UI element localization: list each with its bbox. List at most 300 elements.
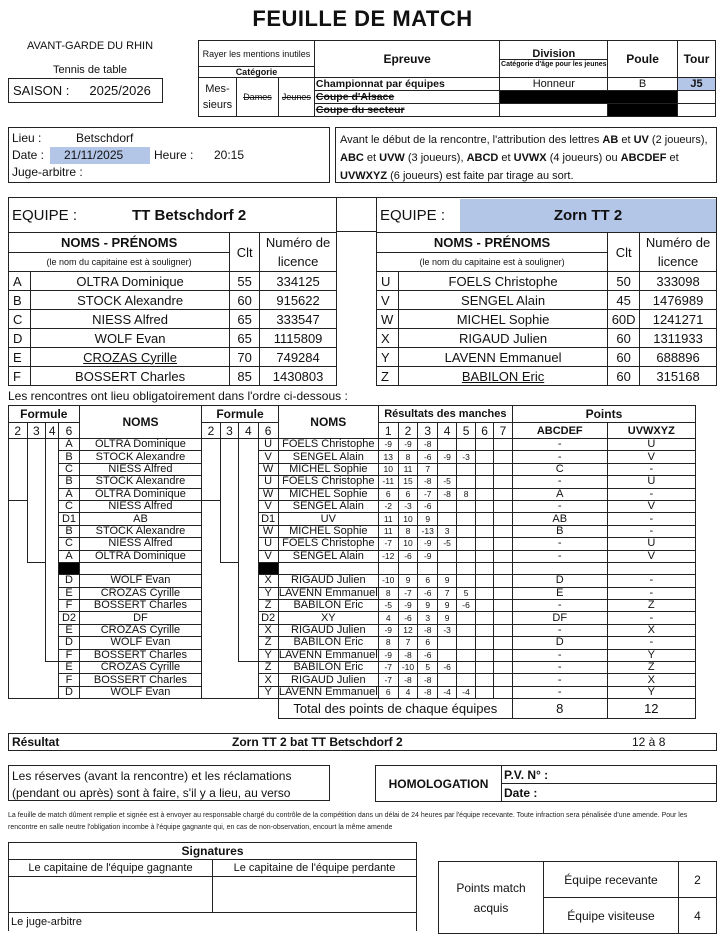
formule-bracket-cell <box>220 575 238 587</box>
away-points-value: 4 <box>679 898 717 934</box>
season-label: SAISON : <box>13 83 70 98</box>
home-letter: A <box>59 439 79 451</box>
signatures-table <box>8 842 417 931</box>
formule-bracket-cell <box>27 525 46 537</box>
formule-bracket-cell <box>9 686 28 698</box>
away-letter: Z <box>258 637 278 649</box>
player-licence: 1476989 <box>640 291 717 310</box>
set-score: -9 <box>418 550 438 562</box>
player-letter: W <box>377 310 399 329</box>
home-player-name: STOCK Alexandre <box>79 476 202 488</box>
set-score: 5 <box>418 662 438 674</box>
points-away: - <box>607 612 695 624</box>
set-score <box>494 451 513 463</box>
formule-bracket-cell <box>239 624 258 636</box>
set-score: 4 <box>378 612 398 624</box>
formule-bracket-cell <box>239 451 258 463</box>
set-score <box>457 612 476 624</box>
note-text: et <box>666 152 679 164</box>
player-letter: Z <box>377 367 399 386</box>
home-player-name: CROZAS Cyrille <box>79 624 202 636</box>
player-clt: 60 <box>608 348 640 367</box>
set-score <box>457 538 476 550</box>
set-score <box>494 624 513 636</box>
set-score <box>476 662 494 674</box>
note-text: et <box>618 134 634 146</box>
away-letter <box>258 562 278 574</box>
home-points-label: Équipe recevante <box>544 862 679 898</box>
player-letter: E <box>9 348 31 367</box>
formule-bracket-cell <box>220 624 238 636</box>
player-licence: 1311933 <box>640 329 717 348</box>
points-away: X <box>607 674 695 686</box>
match-row <box>9 488 696 500</box>
division-header <box>500 41 608 78</box>
home-player-name: OLTRA Dominique <box>79 439 202 451</box>
reserves-line: Les réserves (avant la rencontre) et les réclamations <box>12 769 292 783</box>
points-home-header: ABCDEF <box>512 423 607 439</box>
note-text: et <box>363 152 380 164</box>
set-score <box>494 600 513 612</box>
player-row <box>377 291 717 310</box>
team-spacer <box>337 197 376 232</box>
player-letter: Y <box>377 348 399 367</box>
away-team-name: Zorn TT 2 <box>460 199 716 232</box>
away-letter: U <box>258 476 278 488</box>
match-info-box <box>8 127 330 183</box>
set-score: 7 <box>418 463 438 475</box>
away-licence-header: Numéro de licence <box>640 233 717 272</box>
home-clt-header: Clt <box>230 233 260 272</box>
note-text: (3 joueurs), <box>404 152 467 164</box>
home-player-name: WOLF Evan <box>79 575 202 587</box>
formule-bracket-cell <box>46 488 59 500</box>
epreuve-coupe-secteur[interactable]: Coupe du secteur <box>314 104 500 117</box>
set-score: 10 <box>398 538 418 550</box>
formule-bracket-cell <box>46 587 59 599</box>
epreuve-coupe-alsace[interactable]: Coupe d'Alsace <box>314 91 500 104</box>
set-score: -6 <box>418 649 438 661</box>
away-player-name: BABILON Eric <box>278 637 378 649</box>
match-row <box>9 562 696 574</box>
set-score <box>476 575 494 587</box>
letter-draw-note <box>335 127 717 183</box>
formule-bracket-cell <box>9 600 28 612</box>
set-score: -11 <box>378 476 398 488</box>
category-label: Catégorie <box>199 67 315 78</box>
season-box <box>8 78 163 103</box>
formule-bracket-cell <box>202 600 220 612</box>
blacked-cell <box>608 104 678 117</box>
formule-bracket-cell <box>9 550 28 562</box>
set-score <box>457 439 476 451</box>
home-letter: D2 <box>59 612 79 624</box>
set-score: -3 <box>457 451 476 463</box>
set-score <box>494 463 513 475</box>
formule-bracket-cell <box>9 463 28 475</box>
points-home: - <box>512 538 607 550</box>
set-score: 11 <box>378 513 398 525</box>
result-label: Résultat <box>12 735 60 749</box>
away-letter: X <box>258 575 278 587</box>
set-score: -9 <box>378 439 398 451</box>
category-jeunes[interactable]: Jeunes <box>278 78 314 117</box>
player-licence: 1115809 <box>260 329 337 348</box>
set-score <box>476 463 494 475</box>
set-score: -8 <box>398 674 418 686</box>
formule-bracket-cell <box>9 525 28 537</box>
player-row <box>377 310 717 329</box>
formule-bracket-cell <box>239 662 258 674</box>
player-name: NIESS Alfred <box>30 310 229 329</box>
referee-signature[interactable]: Le juge-arbitre <box>9 913 417 931</box>
category-messieurs[interactable]: Mes-sieurs <box>199 78 237 117</box>
player-letter: V <box>377 291 399 310</box>
away-player-name: MICHEL Sophie <box>278 525 378 537</box>
set-score <box>438 463 457 475</box>
away-letter: Y <box>258 686 278 698</box>
home-letter: F <box>59 600 79 612</box>
home-letter: A <box>59 488 79 500</box>
formule-bracket-cell <box>220 674 238 686</box>
formule-bracket-cell <box>202 513 220 525</box>
player-letter: C <box>9 310 31 329</box>
home-player-name: CROZAS Cyrille <box>79 662 202 674</box>
set-score: 7 <box>438 587 457 599</box>
set-score: -9 <box>398 600 418 612</box>
points-away: Y <box>607 649 695 661</box>
formule-bracket-cell <box>9 674 28 686</box>
set-score <box>378 562 398 574</box>
player-licence: 915622 <box>260 291 337 310</box>
formule-bracket-cell <box>46 500 59 512</box>
formule-bracket-cell <box>239 500 258 512</box>
points-away: - <box>607 575 695 587</box>
away-player-name: SENGEL Alain <box>278 451 378 463</box>
loser-captain-signature[interactable] <box>213 877 417 913</box>
formule-bracket-cell <box>27 686 46 698</box>
set-score <box>476 674 494 686</box>
match-row <box>9 476 696 488</box>
points-away: - <box>607 525 695 537</box>
player-name: LAVENN Emmanuel <box>398 348 607 367</box>
home-letter: F <box>59 649 79 661</box>
set-score <box>494 439 513 451</box>
set-score: -8 <box>438 488 457 500</box>
formule-bracket-cell <box>46 538 59 550</box>
formule-bracket-cell <box>46 674 59 686</box>
home-letter: C <box>59 538 79 550</box>
formule-bracket-cell <box>9 476 28 488</box>
competition-table <box>198 40 716 117</box>
set-score: -7 <box>398 587 418 599</box>
set-score <box>457 525 476 537</box>
away-player-name: BABILON Eric <box>278 662 378 674</box>
formule-bracket-cell <box>202 538 220 550</box>
set-score: -13 <box>418 525 438 537</box>
formule-bracket-cell <box>27 500 46 512</box>
away-letter: Y <box>258 649 278 661</box>
points-home <box>512 562 607 574</box>
formule-bracket-cell <box>220 525 238 537</box>
match-row <box>9 624 696 636</box>
away-formule-header: Formule <box>202 406 278 423</box>
set-score <box>457 649 476 661</box>
set-score: 9 <box>438 600 457 612</box>
matches-table <box>8 405 696 719</box>
set-score <box>494 562 513 574</box>
match-row <box>9 463 696 475</box>
set-score: -6 <box>438 662 457 674</box>
points-away: Y <box>607 686 695 698</box>
points-away: - <box>607 637 695 649</box>
set-score <box>457 662 476 674</box>
set-score: -5 <box>438 476 457 488</box>
formule-bracket-cell <box>220 686 238 698</box>
reserves-line: (pendant ou après) sont à faire, s'il y a lieu, au verso <box>12 786 291 800</box>
formule-bracket-cell <box>9 637 28 649</box>
note-bold: UVWXYZ <box>340 170 388 182</box>
set-score: 9 <box>418 600 438 612</box>
formule-bracket-cell <box>239 562 258 574</box>
away-points-label: Équipe visiteuse <box>544 898 679 934</box>
formule-bracket-cell <box>239 637 258 649</box>
away-player-name: UV <box>278 513 378 525</box>
loser-captain-label: Le capitaine de l'équipe perdante <box>213 860 417 877</box>
set-score <box>494 488 513 500</box>
winner-captain-signature[interactable] <box>9 877 213 913</box>
home-formule-col: 3 <box>27 423 46 439</box>
set-score <box>457 513 476 525</box>
set-score <box>438 500 457 512</box>
set-score <box>457 463 476 475</box>
formule-bracket-cell <box>9 649 28 661</box>
match-row <box>9 513 696 525</box>
formule-bracket-cell <box>27 538 46 550</box>
away-player-name: MICHEL Sophie <box>278 488 378 500</box>
formule-bracket-cell <box>27 649 46 661</box>
home-player-name <box>79 562 202 574</box>
set-col-header: 4 <box>438 423 457 439</box>
home-letter: C <box>59 463 79 475</box>
home-noms-header: NOMS <box>79 406 202 439</box>
set-score <box>438 439 457 451</box>
formule-bracket-cell <box>27 451 46 463</box>
set-score <box>476 649 494 661</box>
match-row <box>9 550 696 562</box>
set-score <box>476 624 494 636</box>
set-score <box>457 562 476 574</box>
set-col-header: 5 <box>457 423 476 439</box>
home-letter: C <box>59 500 79 512</box>
player-name: RIGAUD Julien <box>398 329 607 348</box>
set-score: -7 <box>378 674 398 686</box>
points-away: - <box>607 463 695 475</box>
away-letter: Z <box>258 600 278 612</box>
home-player-name: BOSSERT Charles <box>79 649 202 661</box>
category-dames[interactable]: Dames <box>236 78 278 117</box>
formule-bracket-cell <box>239 587 258 599</box>
poule-header: Poule <box>608 41 678 78</box>
note-text: (4 joueurs) ou <box>546 152 621 164</box>
player-row <box>377 348 717 367</box>
set-col-header: 3 <box>418 423 438 439</box>
player-letter: A <box>9 272 31 291</box>
formule-bracket-cell <box>220 600 238 612</box>
player-clt: 65 <box>230 310 260 329</box>
home-player-name: STOCK Alexandre <box>79 451 202 463</box>
away-captain-note: (le nom du capitaine est à souligner) <box>377 253 608 272</box>
home-letter: D <box>59 686 79 698</box>
set-score <box>438 649 457 661</box>
points-home: - <box>512 686 607 698</box>
home-letter: D1 <box>59 513 79 525</box>
player-clt: 60 <box>608 329 640 348</box>
formule-bracket-cell <box>239 439 258 451</box>
player-letter: F <box>9 367 31 386</box>
formule-bracket-cell <box>27 513 46 525</box>
player-licence: 333547 <box>260 310 337 329</box>
note-text: Avant le début de la rencontre, l'attribution des lettres <box>340 134 603 146</box>
set-score: -9 <box>418 538 438 550</box>
set-score <box>438 674 457 686</box>
formule-bracket-cell <box>46 525 59 537</box>
set-col-header: 7 <box>494 423 513 439</box>
set-score: -8 <box>418 686 438 698</box>
epreuve-championnat[interactable]: Championnat par équipes <box>314 78 500 91</box>
set-score <box>438 550 457 562</box>
away-letter: W <box>258 463 278 475</box>
formule-bracket-cell <box>46 686 59 698</box>
set-score <box>457 476 476 488</box>
points-home: A <box>512 488 607 500</box>
formule-bracket-cell <box>27 612 46 624</box>
points-home: AB <box>512 513 607 525</box>
points-away: U <box>607 476 695 488</box>
set-score: -6 <box>398 550 418 562</box>
player-clt: 60 <box>608 367 640 386</box>
set-score <box>494 525 513 537</box>
player-row <box>377 367 717 386</box>
set-score: 9 <box>418 513 438 525</box>
set-score <box>476 637 494 649</box>
home-player-name: OLTRA Dominique <box>79 488 202 500</box>
player-letter: U <box>377 272 399 291</box>
set-score <box>457 637 476 649</box>
homologation-date-field[interactable]: Date : <box>502 784 717 802</box>
formule-bracket-cell <box>239 686 258 698</box>
player-licence: 333098 <box>640 272 717 291</box>
empty-cell <box>678 104 716 117</box>
formule-bracket-cell <box>46 637 59 649</box>
formule-bracket-cell <box>46 451 59 463</box>
formule-bracket-cell <box>220 649 238 661</box>
set-score <box>418 562 438 574</box>
away-clt-header: Clt <box>608 233 640 272</box>
set-score <box>494 674 513 686</box>
club-name: AVANT-GARDE DU RHIN <box>26 40 154 52</box>
set-col-header: 6 <box>476 423 494 439</box>
away-formule-col: 3 <box>220 423 238 439</box>
juge-label: Juge-arbitre : <box>12 165 83 179</box>
formule-bracket-cell <box>202 500 220 512</box>
set-score <box>476 587 494 599</box>
home-letter: B <box>59 525 79 537</box>
set-score <box>476 488 494 500</box>
home-captain-note: (le nom du capitaine est à souligner) <box>9 253 230 272</box>
away-player-name: FOELS Christophe <box>278 439 378 451</box>
match-points-table <box>438 861 717 934</box>
formule-bracket-cell <box>220 500 238 512</box>
away-letter: Y <box>258 587 278 599</box>
note-bold: ABC <box>340 152 364 164</box>
division-label: Division <box>500 49 607 60</box>
home-letter: B <box>59 451 79 463</box>
winner-captain-label: Le capitaine de l'équipe gagnante <box>9 860 213 877</box>
set-score: -8 <box>418 476 438 488</box>
match-row <box>9 525 696 537</box>
home-letter: D <box>59 637 79 649</box>
formule-bracket-cell <box>202 488 220 500</box>
formule-bracket-cell <box>220 513 238 525</box>
player-letter: B <box>9 291 31 310</box>
points-away: - <box>607 587 695 599</box>
away-letter: W <box>258 525 278 537</box>
formule-bracket-cell <box>220 662 238 674</box>
heure-value: 20:15 <box>214 148 245 162</box>
home-player-name: WOLF Evan <box>79 686 202 698</box>
away-player-name: FOELS Christophe <box>278 538 378 550</box>
match-row <box>9 575 696 587</box>
points-home: - <box>512 451 607 463</box>
set-score: 6 <box>418 575 438 587</box>
legal-notice: La feuille de match dûment remplie et signée est à envoyer au responsable chargé du contrôle de la compétition dans un délai de 24 heures par l'équipe recevante. Toute infraction sera pénalisée d'une amende. Pour les rencontre en salle neutre l'obligation incombe à l'équipe gagnante qui, en cas de non-observation, encourt la même amende <box>8 812 688 831</box>
home-player-name: OLTRA Dominique <box>79 550 202 562</box>
set-score <box>438 637 457 649</box>
formule-bracket-cell <box>27 550 46 562</box>
formule-bracket-cell <box>239 674 258 686</box>
points-away-header: UVWXYZ <box>607 423 695 439</box>
away-player-name: LAVENN Emmanuel <box>278 686 378 698</box>
set-score: -7 <box>418 488 438 500</box>
formule-bracket-cell <box>9 562 28 574</box>
home-points-value: 2 <box>679 862 717 898</box>
set-score: -6 <box>398 612 418 624</box>
set-score <box>494 575 513 587</box>
formule-bracket-cell <box>239 550 258 562</box>
match-row <box>9 500 696 512</box>
set-score: 15 <box>398 476 418 488</box>
note-bold: UVW <box>379 152 405 164</box>
set-score <box>494 637 513 649</box>
away-noms-header: NOMS <box>278 406 378 439</box>
set-score <box>494 550 513 562</box>
formule-bracket-cell <box>27 587 46 599</box>
home-team-table <box>8 197 337 386</box>
home-player-name: AB <box>79 513 202 525</box>
match-row <box>9 600 696 612</box>
poule-value: B <box>608 78 678 91</box>
set-score: 9 <box>398 575 418 587</box>
set-score <box>476 476 494 488</box>
set-score <box>494 500 513 512</box>
pv-number-field[interactable]: P.V. N° : <box>502 766 717 784</box>
set-score: -9 <box>438 451 457 463</box>
signatures-title: Signatures <box>9 843 417 860</box>
away-letter: W <box>258 488 278 500</box>
player-name: STOCK Alexandre <box>30 291 229 310</box>
formule-bracket-cell <box>9 575 28 587</box>
